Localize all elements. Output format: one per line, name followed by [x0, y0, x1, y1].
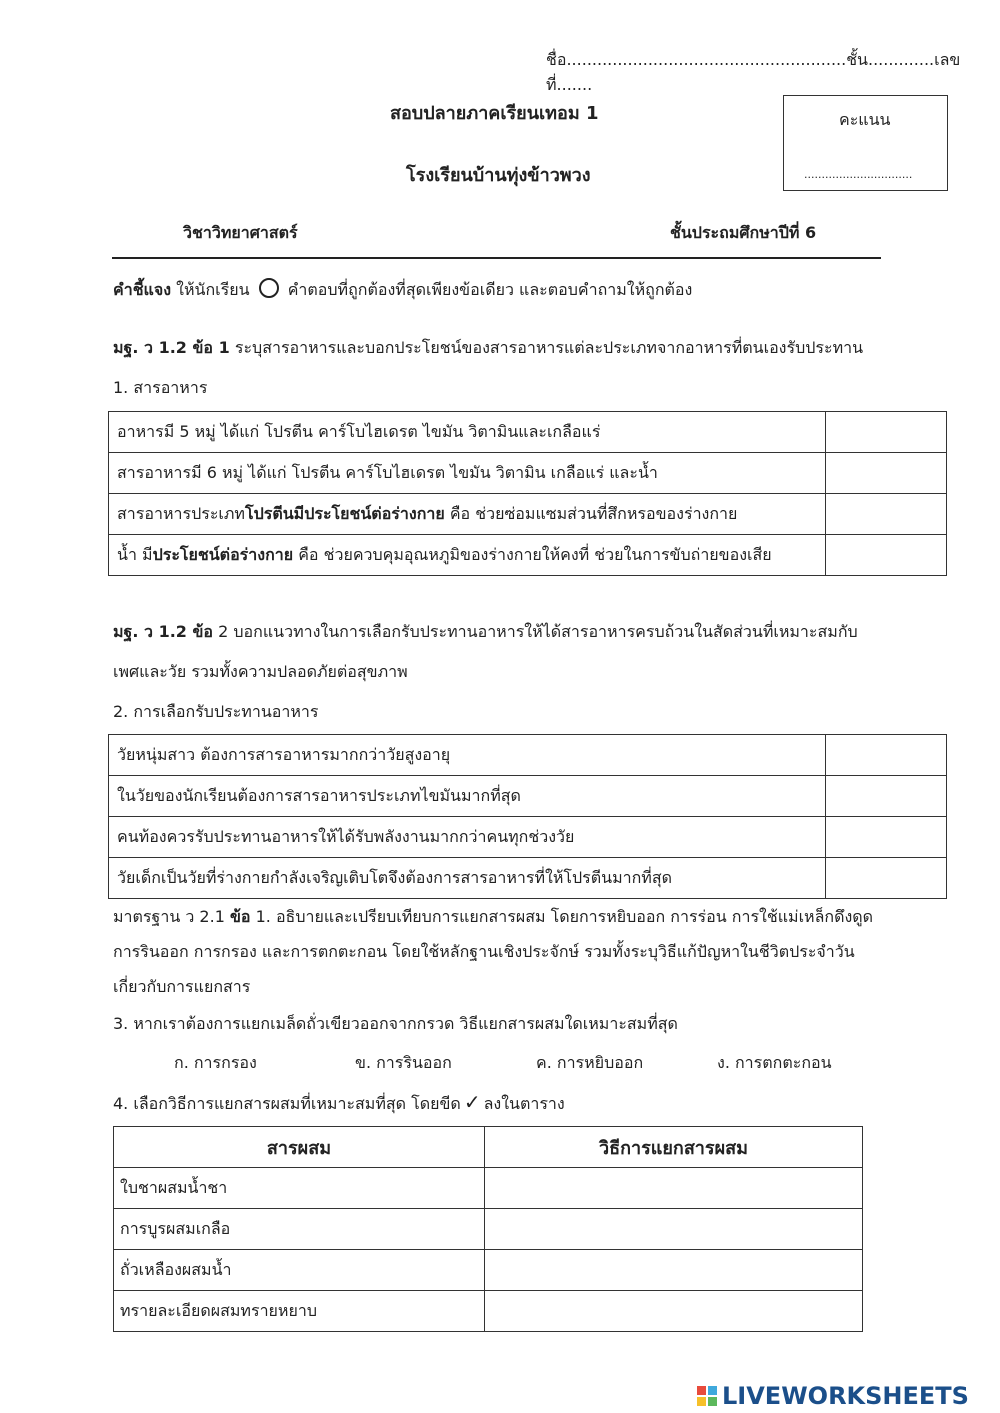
- method-answer-cell[interactable]: [485, 1209, 863, 1250]
- q1-answer-cell[interactable]: [826, 535, 947, 576]
- exam-title: สอบปลายภาคเรียนเทอม 1: [390, 103, 599, 124]
- school-name: โรงเรียนบ้านทุ่งข้าวพวง: [406, 165, 591, 186]
- table-row: [109, 453, 947, 494]
- header-divider: [112, 257, 881, 259]
- q1-statement: น้ำ มีประโยชน์ต่อร่างกาย คือ ช่วยควบคุมอุณหภูมิของร่างกายให้คงที่ ช่วยในการขับถ่ายของเสีย: [109, 535, 826, 576]
- instructions-after: คำตอบที่ถูกต้องที่สุดเพียงข้อเดียว และตอบคำถามให้ถูกต้อง: [287, 280, 693, 299]
- separation-table: [113, 1126, 863, 1332]
- method-answer-cell[interactable]: [485, 1291, 863, 1332]
- table-row: [109, 735, 947, 776]
- q3-option-a[interactable]: ก. การกรอง: [174, 1053, 257, 1072]
- mixture-cell: ใบชาผสมน้ำชา: [114, 1168, 485, 1209]
- q2-title: 2. การเลือกรับประทานอาหาร: [113, 702, 319, 721]
- col-mixture: สารผสม: [114, 1127, 485, 1168]
- q1-answer-cell[interactable]: [826, 412, 947, 453]
- table-row: [109, 412, 947, 453]
- q1-statement: สารอาหารประเภทโปรตีนมีประโยชน์ต่อร่างกาย คือ ช่วยซ่อมแซมส่วนที่สึกหรอของร่างกาย: [109, 494, 826, 535]
- table-row: [109, 858, 947, 899]
- standard-2-text: 2 บอกแนวทางในการเลือกรับประทานอาหารให้ได้สารอาหารครบถ้วนในสัดส่วนที่เหมาะสมกับ: [213, 622, 858, 641]
- q1-statement: อาหารมี 5 หมู่ ได้แก่ โปรตีน คาร์โบไฮเดรต ไขมัน วิตามินและเกลือแร่: [109, 412, 826, 453]
- col-method: วิธีการแยกสารผสม: [485, 1127, 863, 1168]
- q2-answer-cell[interactable]: [826, 817, 947, 858]
- q3-option-b[interactable]: ข. การรินออก: [355, 1053, 452, 1072]
- table-row: [114, 1250, 863, 1291]
- q2-statement: วัยเด็กเป็นวัยที่ร่างกายกำลังเจริญเติบโตจึงต้องการสารอาหารที่ให้โปรตีนมากที่สุด: [109, 858, 826, 899]
- table-row: [114, 1291, 863, 1332]
- instructions-before: ให้นักเรียน: [176, 280, 250, 299]
- q1-answer-cell[interactable]: [826, 453, 947, 494]
- checkmark-icon: ✓: [463, 1090, 481, 1114]
- table-row: [114, 1209, 863, 1250]
- standard-3-line3: เกี่ยวกับการแยกสาร: [113, 977, 251, 996]
- q1-statement: สารอาหารมี 6 หมู่ ได้แก่ โปรตีน คาร์โบไฮเดรต ไขมัน วิตามิน เกลือแร่ และน้ำ: [109, 453, 826, 494]
- table-row: [109, 535, 947, 576]
- q3-option-c[interactable]: ค. การหยิบออก: [536, 1053, 644, 1072]
- standard-3-line2: การรินออก การกรอง และการตกตะกอน โดยใช้หลักฐานเชิงประจักษ์ รวมทั้งระบุวิธีแก้ปัญหาในชีวิตประจำวัน: [113, 942, 855, 961]
- q2-table: [108, 734, 947, 899]
- standard-1-code: มฐ. ว 1.2 ข้อ 1: [113, 338, 230, 357]
- standard-2-code: มฐ. ว 1.2 ข้อ: [113, 622, 214, 641]
- q2-answer-cell[interactable]: [826, 858, 947, 899]
- table-row: [114, 1168, 863, 1209]
- q2-statement: คนท้องควรรับประทานอาหารให้ได้รับพลังงานมากกว่าคนทุกช่วงวัย: [109, 817, 826, 858]
- score-label: คะแนน: [839, 110, 891, 129]
- standard-1-text: ระบุสารอาหารและบอกประโยชน์ของสารอาหารแต่ละประเภทจากอาหารที่ตนเองรับประทาน: [234, 338, 864, 357]
- q3-option-d[interactable]: ง. การตกตะกอน: [717, 1053, 832, 1072]
- q2-statement: วัยหนุ่มสาว ต้องการสารอาหารมากกว่าวัยสูงอายุ: [109, 735, 826, 776]
- table-header: [114, 1127, 863, 1168]
- mixture-cell: การบูรผสมเกลือ: [114, 1209, 485, 1250]
- mixture-cell: ทรายละเอียดผสมทรายหยาบ: [114, 1291, 485, 1332]
- logo-icon: [697, 1386, 717, 1406]
- q3-question: 3. หากเราต้องการแยกเมล็ดถั่วเขียวออกจากกรวด วิธีแยกสารผสมใดเหมาะสมที่สุด: [113, 1014, 678, 1033]
- q2-statement: ในวัยของนักเรียนต้องการสารอาหารประเภทไขมันมากที่สุด: [109, 776, 826, 817]
- standard-1: [113, 336, 863, 361]
- liveworksheets-logo: [697, 1382, 969, 1410]
- method-answer-cell[interactable]: [485, 1168, 863, 1209]
- score-box: [783, 95, 948, 191]
- method-answer-cell[interactable]: [485, 1250, 863, 1291]
- instructions-label: คำชี้แจง: [113, 280, 172, 299]
- score-blank: ...............................: [804, 168, 913, 181]
- q2-answer-cell[interactable]: [826, 735, 947, 776]
- logo-text: LIVEWORKSHEETS: [722, 1382, 969, 1410]
- subject-label: วิชาวิทยาศาสตร์: [183, 223, 298, 242]
- instructions: [113, 278, 692, 303]
- q1-title: 1. สารอาหาร: [113, 378, 208, 397]
- q1-table: [108, 411, 947, 576]
- q1-answer-cell[interactable]: [826, 494, 947, 535]
- standard-2: [113, 620, 858, 645]
- q4-question: 4. เลือกวิธีการแยกสารผสมที่เหมาะสมที่สุด โดยขีด ✓ ลงในตาราง: [113, 1090, 565, 1114]
- table-row: [109, 776, 947, 817]
- grade-label: ชั้นประถมศึกษาปีที่ 6: [670, 223, 817, 242]
- q2-answer-cell[interactable]: [826, 776, 947, 817]
- standard-3: มาตรฐาน ว 2.1 ข้อ 1. อธิบายและเปรียบเทียบการแยกสารผสม โดยการหยิบออก การร่อน การใช้แม่เหล็กดึงดูด: [113, 907, 874, 926]
- standard-2-line2: เพศและวัย รวมทั้งความปลอดภัยต่อสุขภาพ: [113, 662, 408, 681]
- table-row: [109, 817, 947, 858]
- table-row: [109, 494, 947, 535]
- name-line: ชื่อ.......................................................ชั้น.............เลขที่.......: [546, 50, 961, 94]
- mixture-cell: ถั่วเหลืองผสมน้ำ: [114, 1250, 485, 1291]
- circle-icon: [259, 278, 279, 298]
